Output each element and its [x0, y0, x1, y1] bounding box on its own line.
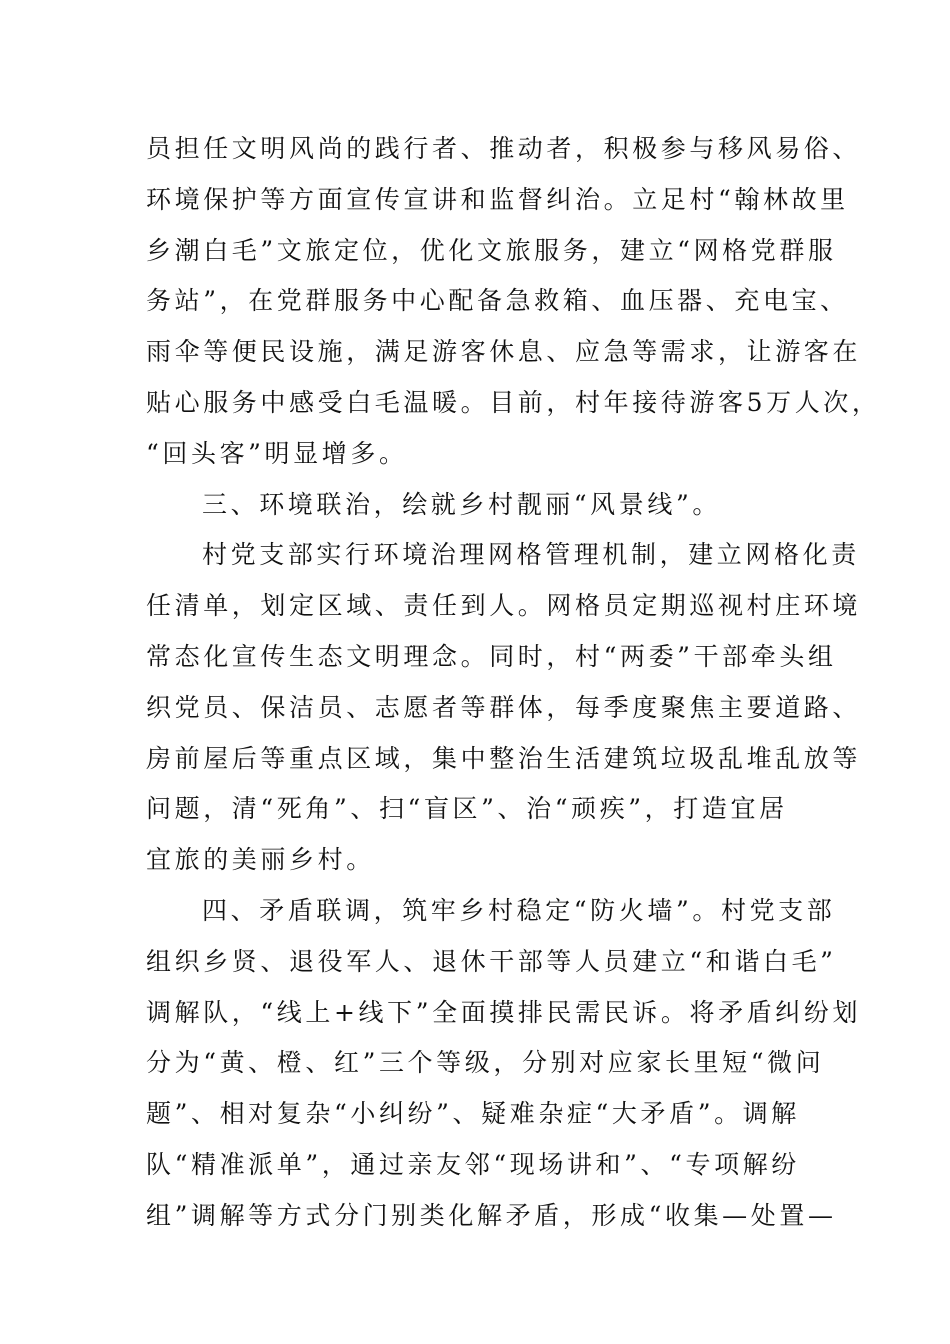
text-line: 织党员、保洁员、志愿者等群体，每季度聚焦主要道路、 [146, 692, 862, 722]
section-heading-four: 四、矛盾联调，筑牢乡村稳定“防火墙”。村党支部 [202, 895, 836, 925]
text-line: 问题，清“死角”、扫“盲区”、治“顽疾”，打造宜居 [146, 794, 788, 824]
text-line: 员担任文明风尚的践行者、推动者，积极参与移风易俗、 [146, 134, 862, 163]
section-heading-three: 三、环境联治，绘就乡村靓丽“风景线”。 [202, 489, 721, 519]
text-line: 房前屋后等重点区域，集中整治生活建筑垃圾乱堆乱放等 [146, 743, 862, 773]
text-line: 组”调解等方式分门别类化解矛盾，形成“收集—处置— [146, 1200, 837, 1230]
text-line: 调解队，“线上+线下”全面摸排民需民诉。将矛盾纠纷划 [146, 997, 862, 1027]
text-line: 队“精准派单”，通过亲友邻“现场讲和”、“专项解纷 [146, 1149, 800, 1179]
text-line: 宜旅的美丽乡村。 [146, 845, 375, 875]
text-line: 环境保护等方面宣传宣讲和监督纠治。立足村“翰林故里 [146, 184, 849, 214]
document-body [146, 124, 881, 1242]
text-line: 雨伞等便民设施，满足游客休息、应急等需求，让游客在 [146, 337, 862, 367]
text-line: 常态化宣传生态文明理念。同时，村“两委”干部牵头组 [146, 641, 837, 671]
text-line: “回头客”明显增多。 [146, 438, 408, 468]
text-line: 题”、相对复杂“小纠纷”、疑难杂症“大矛盾”。调解 [146, 1099, 800, 1129]
text-line: 乡潮白毛”文旅定位，优化文旅服务，建立“网格党群服 [146, 235, 837, 265]
text-line: 分为“黄、橙、红”三个等级，分别对应家长里短“微问 [146, 1048, 825, 1078]
text-line: 组织乡贤、退役军人、退休干部等人员建立“和谐白毛” [146, 946, 837, 976]
text-line: 村党支部实行环境治理网格管理机制，建立网格化责 [202, 540, 860, 570]
text-line: 贴心服务中感受白毛温暖。目前，村年接待游客5万人次， [146, 387, 881, 417]
text-line: 任清单，划定区域、责任到人。网格员定期巡视村庄环境 [146, 591, 862, 621]
text-line: 务站”，在党群服务中心配备急救箱、血压器、充电宝、 [146, 286, 849, 316]
